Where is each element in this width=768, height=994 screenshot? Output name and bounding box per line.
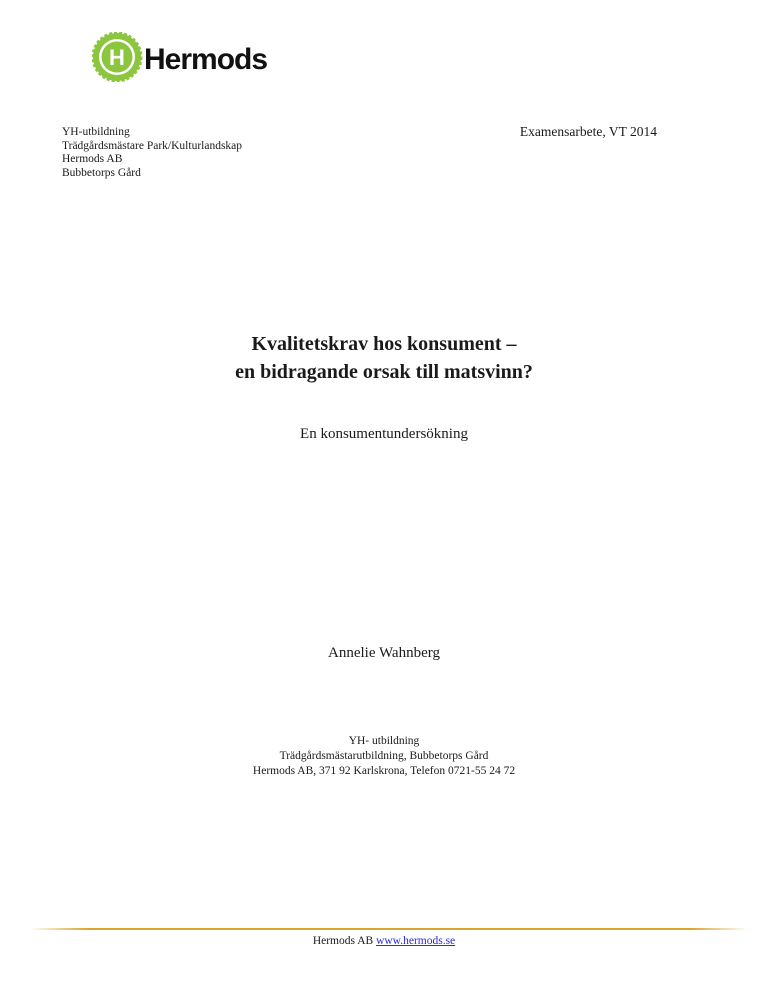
contact-line-3: Hermods AB, 371 92 Karlskrona, Telefon 0721-55 24 72 (252, 765, 516, 777)
hermods-logo (92, 32, 282, 82)
program-type: YH-utbildning (62, 126, 130, 138)
document-subtitle: En konsumentundersökning (300, 426, 468, 442)
title-line-1: Kvalitetskrav hos konsument – (251, 333, 517, 355)
location-name: Bubbetorps Gård (62, 166, 141, 179)
author-name: Annelie Wahnberg (328, 645, 440, 661)
contact-line-1: YH- utbildning (348, 735, 420, 747)
footer-website-link[interactable]: www.hermods.se (376, 935, 456, 947)
logo-graphic (92, 32, 282, 82)
institution-block (62, 126, 242, 180)
contact-line-2: Trädgårdsmästarutbildning, Bubbetorps Gård (279, 750, 489, 762)
footer-divider (30, 928, 748, 930)
footer (0, 935, 768, 947)
document-title (0, 330, 768, 386)
svg-text:H: H (109, 45, 125, 70)
footer-company: Hermods AB (312, 935, 374, 947)
svg-text:Hermods: Hermods (144, 43, 268, 76)
contact-block (0, 734, 768, 779)
title-line-2: en bidragande orsak till matsvinn? (235, 361, 533, 383)
exam-label: Examensarbete, VT 2014 (519, 124, 657, 139)
program-name: Trädgårdsmästare Park/Kulturlandskap (62, 139, 243, 152)
company-name: Hermods AB (62, 153, 123, 165)
